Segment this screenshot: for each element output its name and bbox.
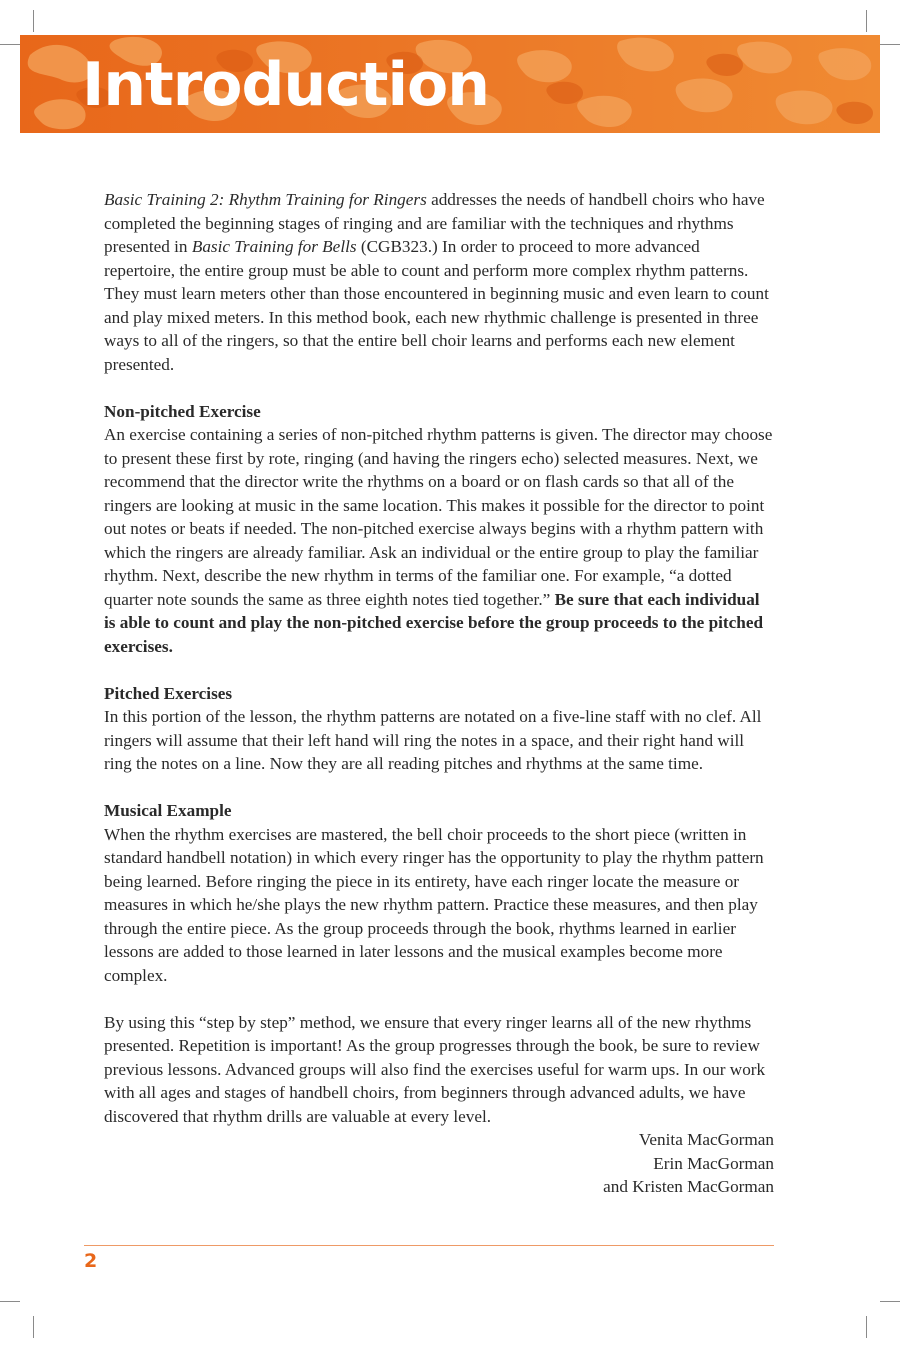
page-title: Introduction [82, 50, 489, 120]
section-body: In this portion of the lesson, the rhythm patterns are notated on a five-line staff with no clef. All ringers will assume that their left hand will ring the notes in a space, and their right hand will ring the notes on a line. Now they are all reading pitches and rhythms at the same time. [104, 707, 762, 773]
book-title: Basic Training 2: Rhythm Training for Ringers [104, 190, 427, 209]
section-body: When the rhythm exercises are mastered, the bell choir proceeds to the short piece (written in standard handbell notation) in which every ringer has the opportunity to play the rhythm pattern being learned. Before ringing the piece in its entirety, have each ringer locate the measure or measures in which he/she plays the new rhythm pattern. Practice these measures, and then play through the entire piece. As the group proceeds through the book, rhythms learned in earlier lessons are added to those learned in later lessons and the musical examples become more complex. [104, 824, 764, 985]
section-heading: Musical Example [104, 801, 232, 820]
book-reference: Basic Training for Bells [191, 237, 357, 256]
signature-line: Venita MacGorman [638, 1130, 774, 1149]
article-body [104, 188, 774, 1199]
section-pitched [104, 682, 774, 776]
section-musical [104, 799, 774, 987]
crop-mark [0, 44, 20, 45]
footer-divider [84, 1245, 774, 1246]
section-body: An exercise containing a series of non-pitched rhythm patterns is given. The director may choose to present these first by rote, ringing (and having the ringers echo) selected measures. Next, we recommend that the director write the rhythms on a board or on flash cards so that all of the ringers are looking at music in the same location. This makes it possible for the director to point out notes or beats if needed. The non-pitched exercise always begins with a rhythm pattern with which the ringers are already familiar. Ask an individual or the entire group to play the familiar rhythm. Next, describe the new rhythm in terms of the familiar one. For example, “a dotted quarter note sounds the same as three eighth notes tied together.” [104, 425, 773, 609]
crop-mark [33, 1316, 34, 1338]
crop-mark [880, 44, 900, 45]
intro-text-1: addresses the needs of handbell choirs who have completed the beginning stages of ringing and are familiar with the techniques and rhythms presented in [104, 190, 765, 256]
crop-mark [880, 1301, 900, 1302]
section-non-pitched [104, 400, 774, 659]
signature-line: and Kristen MacGorman [603, 1177, 774, 1196]
intro-paragraph [104, 188, 774, 376]
crop-mark [866, 10, 867, 32]
signature [104, 1128, 774, 1199]
section-heading: Pitched Exercises [104, 683, 233, 703]
crop-mark [0, 1301, 20, 1302]
page-number: 2 [84, 1250, 98, 1272]
crop-mark [33, 10, 34, 32]
section-emphasis: Be sure that each individual is able to count and play the non-pitched exercise before the group proceeds to the pitched exercises. [104, 589, 764, 656]
crop-mark [866, 1316, 867, 1338]
section-heading: Non-pitched Exercise [104, 401, 261, 421]
closing-paragraph: By using this “step by step” method, we ensure that every ringer learns all of the new rhythms presented. Repetition is important! As the group progresses through the book, be sure to review previous lessons. Advanced groups will also find the exercises useful for warm ups. In our work with all ages and stages of handbell choirs, from beginners through advanced adults, we have discovered that rhythm drills are valuable at every level. [104, 1012, 766, 1126]
signature-line: Erin MacGorman [653, 1153, 774, 1173]
header-banner [20, 35, 880, 133]
intro-text-2: (CGB323.) In order to proceed to more advanced repertoire, the entire group must be able to count and perform more complex rhythm patterns. They must learn meters other than those encountered in beginning music and even learn to count and play mixed meters. In this method book, each new rhythmic challenge is presented in three ways to all of the ringers, so that the entire bell choir learns and performs each new element presented. [104, 237, 769, 374]
